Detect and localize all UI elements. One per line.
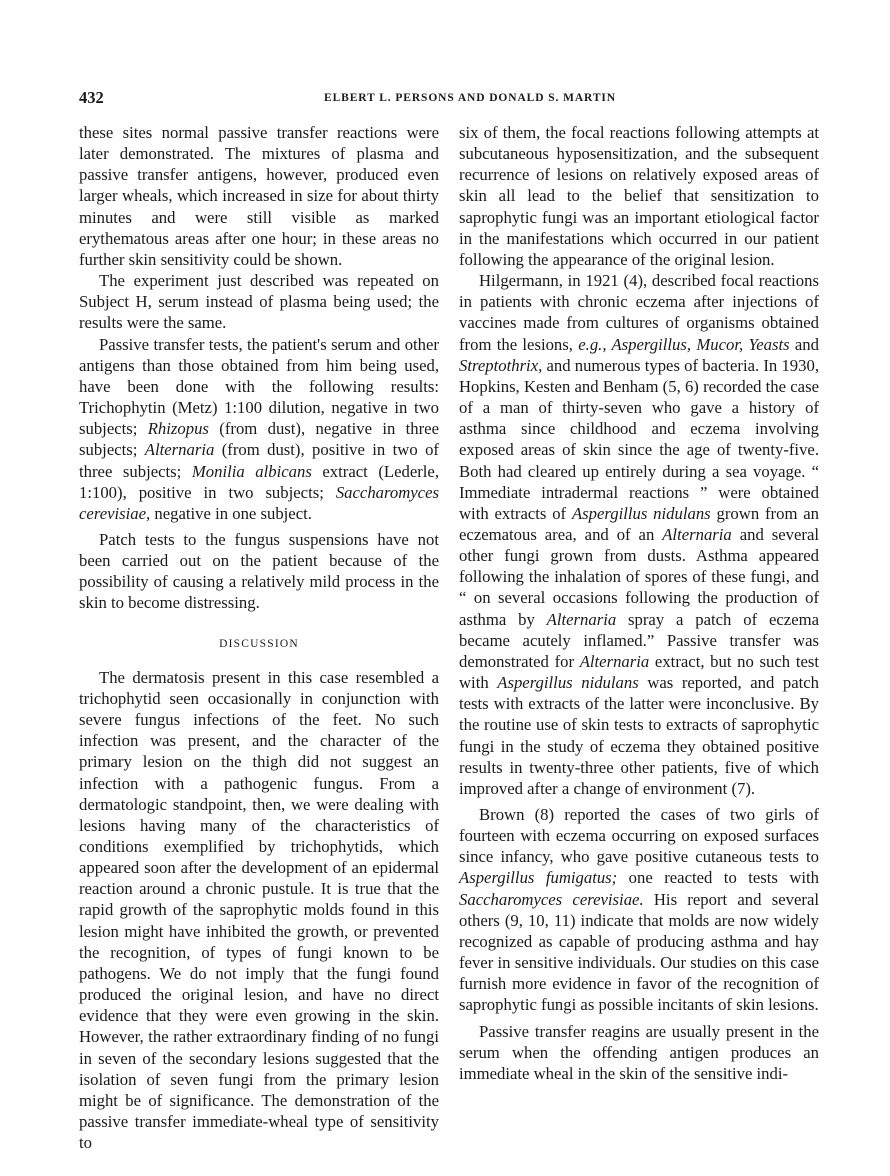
text-run: negative in one subject.: [150, 503, 312, 523]
text-run: and numerous types of bacteria. In 1930, Hopkins, Kesten and Benham (5, 6) recorded the case of a man of thirty-seven who gave a history of asthma since childhood and eczema involving exposed areas of skin since the age of twenty-five. Both had cleared up entirely during a sea voyage. “ Immediate intradermal reactions ” were obtained with extracts of: [459, 355, 819, 523]
text-run: was reported, and patch tests with extracts of the latter were inconclusive. By the routine use of skin tests to extracts of saprophytic fungi in the study of eczema they obtained positive results in twenty-three other patients, five of which improved after a change of environment (7).: [459, 673, 820, 798]
text-run: and several other fungi grown from dusts. Asthma appeared following the inhalation of spores of these fungi, and “ on several occasions following the production of asthma by: [459, 524, 819, 629]
italic-term: Rhizopus: [147, 419, 209, 439]
paragraph-brown: [459, 804, 819, 1016]
text-run: spray a patch of eczema became acutely inflamed.” Passive transfer was demonstrated for: [459, 609, 819, 671]
italic-term: Alternaria: [144, 440, 215, 460]
italic-term: Aspergillus nidulans: [571, 503, 711, 523]
paragraph-subject-h: The experiment just described was repeated on Subject H, serum instead of plasma being used; the results were the same.: [79, 271, 439, 333]
paragraph-passive-transfer-reagins: Passive transfer reagins are usually present in the serum when the offending antigen produces an immediate wheal in the skin of the sensitive indi-: [459, 1021, 819, 1083]
paragraph-continued: these sites normal passive transfer reactions were later demonstrated. The mixtures of plasma and passive transfer antigens, however, produced even larger wheals, which increased in size for about thirty minutes and were still visible as marked erythematous areas after one hour; in these areas no further skin sensitivity could be shown.: [79, 123, 439, 269]
paragraph-continued: six of them, the focal reactions following attempts at subcutaneous hyposensitization, and the subsequent recurrence of lesions on relatively exposed areas of skin all lead to the belief that sensitization to saprophytic fungi was an important etiological factor in the manifestations which occurred in our patient following the appearance of the original lesion.: [459, 123, 819, 269]
text-run: Brown (8) reported the cases of two girls of fourteen with eczema occurring on exposed surfaces since infancy, who gave positive cutaneous tests to: [459, 805, 819, 867]
italic-term: e.g., Aspergillus, Mucor, Yeasts: [578, 334, 790, 354]
text-run: extract, but no such test with: [459, 651, 819, 693]
italic-term: Saccharomyces cerevisiae.: [459, 889, 644, 909]
italic-term: Streptothrix,: [459, 355, 543, 375]
paragraph-hilgermann: [459, 270, 819, 799]
text-run: Passive transfer tests, the patient's serum and other antigens than those obtained from him being used, have been done with the following results: Trichophytin (Metz) 1:100 dilution, negative in two subjects;: [79, 334, 439, 439]
page-number: 432: [79, 88, 104, 107]
italic-term: Aspergillus fumigatus;: [459, 868, 618, 888]
left-column: [79, 122, 439, 1153]
paragraph-dermatosis: The dermatosis present in this case resembled a trichophytid seen occasionally in conjunction with severe fungus infections of the feet. No such infection was present, and the character of the primary lesion on the thigh did not suggest an infection with a pathogenic fungus. From a dermatologic standpoint, then, we were dealing with lesions having many of the characteristics of conditions exemplified by trichophytids, which appeared soon after the development of an epidermal reaction around a chronic pustule. It is true that the rapid growth of the saprophytic molds found in this lesion might have inhibited the growth, or prevented the recognition, of types of fungi known to be pathogens. We do not imply that the fungi found produced the original lesion, and have no direct evidence that they were even growing in the skin. However, the rather extraordinary finding of no fungi in seven of the secondary lesions suggested that the isolation of seven fungi from the primary lesion might be of significance. The demonstration of the passive transfer immediate-wheal type of sensitivity to: [79, 667, 439, 1153]
text-run: (from dust), negative in three subjects;: [79, 419, 439, 460]
right-column: [459, 122, 819, 1084]
italic-term: Aspergillus nidulans: [497, 673, 639, 693]
paragraph-passive-transfer-tests: [79, 334, 439, 524]
italic-term: Alternaria: [579, 651, 650, 671]
text-run: extract (Lederle, 1:100), positive in two subjects;: [79, 461, 440, 502]
text-run: and: [789, 334, 819, 354]
italic-term: Monilia albicans: [191, 461, 312, 481]
text-run: His report and several others (9, 10, 11) indicate that molds are now widely recognized as capable of producing asthma and hay fever in sensitive individuals. Our studies on this case furnish more evidence in favor of the recognition of saprophytic fungi as possible incitants of skin lesions.: [459, 889, 819, 1015]
running-title: ELBERT L. PERSONS AND DONALD S. MARTIN: [324, 92, 616, 104]
section-heading-discussion: DISCUSSION: [219, 637, 299, 650]
text-run: Hilgermann, in 1921 (4), described focal reactions in patients with chronic eczema after injections of vaccines made from cultures of organisms obtained from the lesions,: [459, 271, 819, 354]
text-run: (from dust), positive in two of three subjects;: [79, 440, 439, 481]
text-run: grown from an eczematous area, and of an: [459, 503, 820, 544]
italic-term: Alternaria: [546, 609, 617, 629]
text-run: one reacted to tests with: [617, 868, 819, 888]
italic-term: Saccharomyces cerevisiae,: [79, 482, 439, 523]
paragraph-patch-tests: Patch tests to the fungus suspensions have not been carried out on the patient because of the possibility of causing a relatively mild process in the skin to become distressing.: [79, 529, 439, 613]
italic-term: Alternaria: [662, 524, 732, 544]
